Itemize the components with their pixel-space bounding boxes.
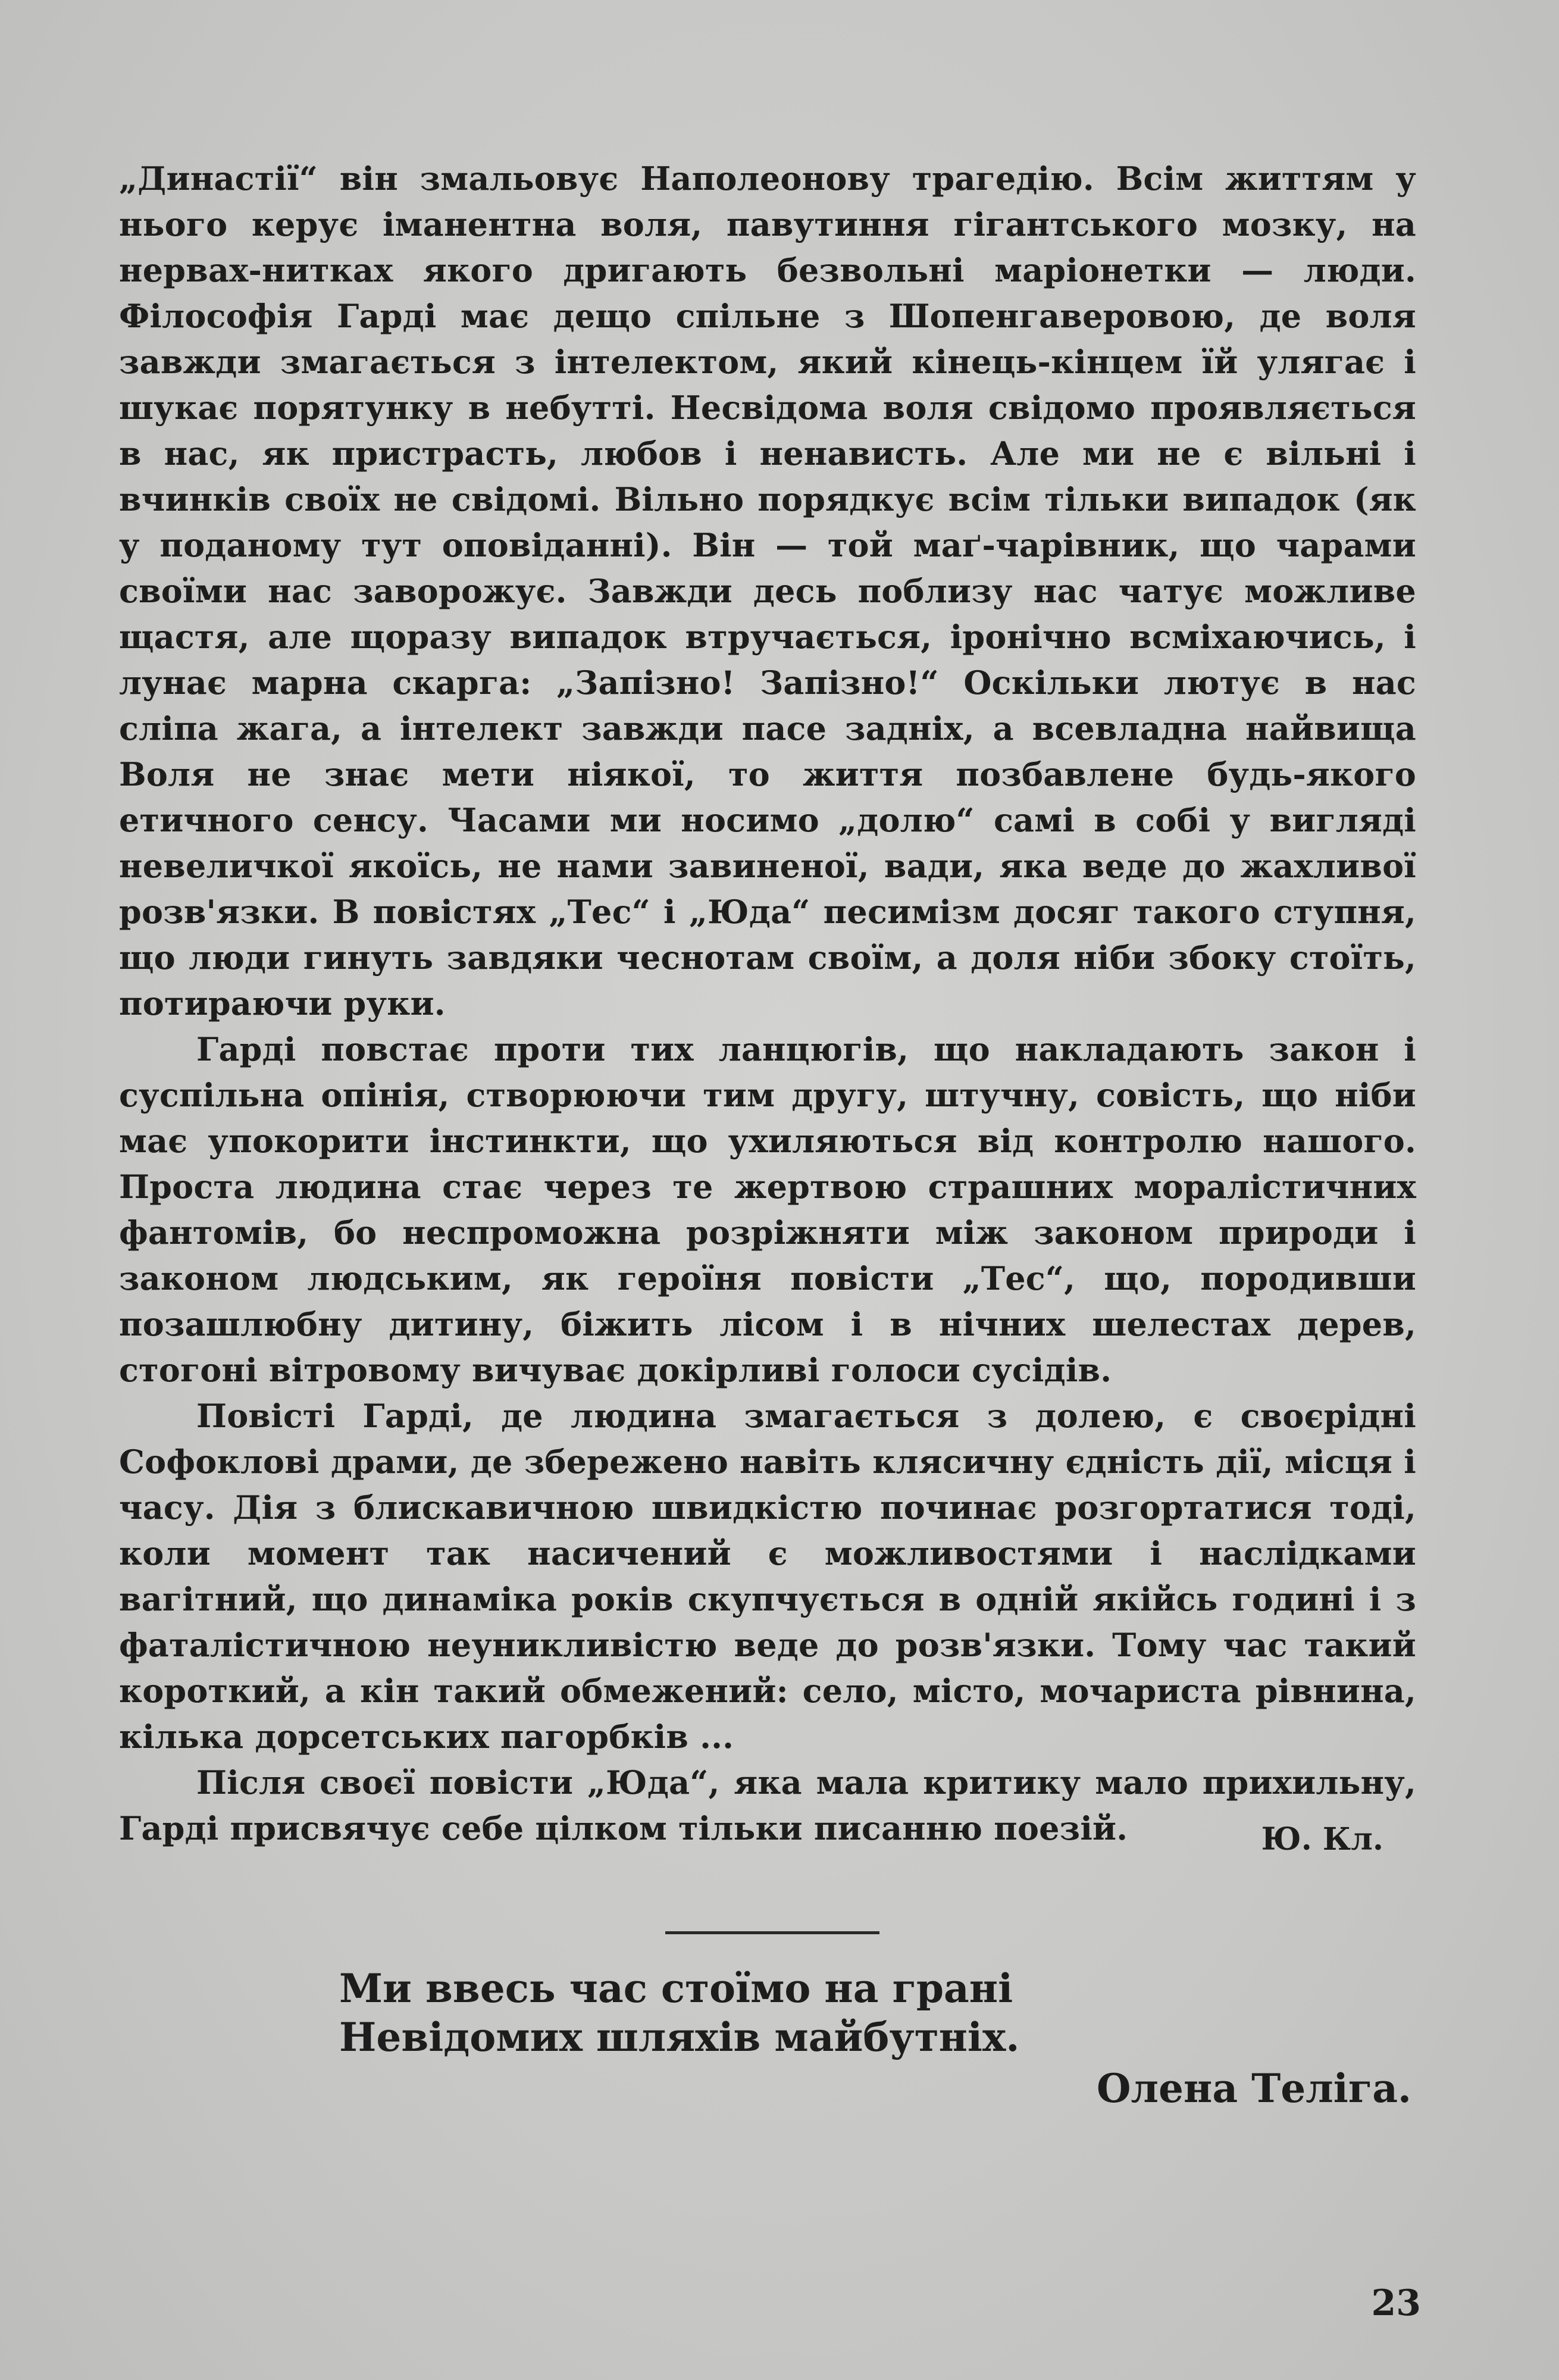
- paragraph-3: Повісті Гарді, де людина змагається з долею, є своєрідні Софоклові драми, де збережено навіть клясичну єдність дії, місця і часу. Дія з блискавичною швидкістю починає розгортатися тоді, коли момент так насичений є можливостями і наслідками вагітний, що динаміка років скупчується в одній якійсь годині і з фаталістичною неуникливістю веде до розв'язки. Тому час такий короткий, а кін такий обмежений: село, місто, мочариста рівнина, кілька дорсетських пагорбків ...: [119, 1397, 1416, 1756]
- section-divider: [665, 1931, 879, 1934]
- page-number: 23: [1371, 2282, 1421, 2324]
- quote-author: Олена Теліга.: [1097, 2065, 1411, 2112]
- quote-line-1: Ми ввесь час стоїмо на грані: [339, 1965, 1013, 2012]
- paragraph-4: Після своєї повісти „Юда“, яка мала критику мало прихильну, Гарді присвячує себе цілком тільки писанню поезій.: [119, 1763, 1416, 1847]
- quote-line-2: Невідомих шляхів майбутніх.: [339, 2014, 1020, 2060]
- paragraph-2: Гарді повстає проти тих ланцюгів, що накладають закон і суспільна опінія, створюючи тим другу, штучну, совість, що ніби має упокорити інстинкти, що ухиляються від контролю нашого. Проста людина стає через те жертвою страшних моралістичних фантомів, бо неспроможна розріжняти між законом природи і законом людським, як героїня повісти „Тес“, що, породивши позашлюбну дитину, біжить лісом і в нічних шелестах дерев, стогоні вітровому вичуває докірливі голоси сусідів.: [119, 1030, 1416, 1389]
- article-body: [119, 156, 1416, 1852]
- epigraph-quote: [339, 1964, 1019, 2062]
- paragraph-1: „Династії“ він змальовує Наполеонову трагедію. Всім життям у нього керує іманентна воля, павутиння гігантського мозку, на нервах-нитках якого дригають безвольні маріонетки — люди. Філософія Гарді має дещо спільне з Шопенгаверовою, де воля завжди змагається з інтелектом, який кінець-кінцем їй улягає і шукає порятунку в небутті. Несвідома воля свідомо проявляється в нас, як пристрасть, любов і ненависть. Але ми не є вільні і вчинків своїх не свідомі. Вільно порядкує всім тільки випадок (як у поданому тут оповіданні). Він — той маґ-чарівник, що чарами своїми нас заворожує. Завжди десь поблизу нас чатує можливе щастя, але щоразу випадок втручається, іронічно всміхаючись, і лунає марна скарга: „Запізно! Запізно!“ Оскільки лютує в нас сліпа жага, а інтелект завжди пасе задніх, а всевладна найвища Воля не знає мети ніякої, то життя позбавлене будь-якого етичного сенсу. Часами ми носимо „долю“ самі в собі у вигляді невеличкої якоїсь, не нами завиненої, вади, яка веде до жахливої розв'язки. В повістях „Тес“ і „Юда“ песимізм досяг такого ступня, що люди гинуть завдяки чеснотам своїм, а доля ніби збоку стоїть, потираючи руки.: [119, 159, 1416, 1022]
- author-initials: Ю. Кл.: [1261, 1821, 1383, 1857]
